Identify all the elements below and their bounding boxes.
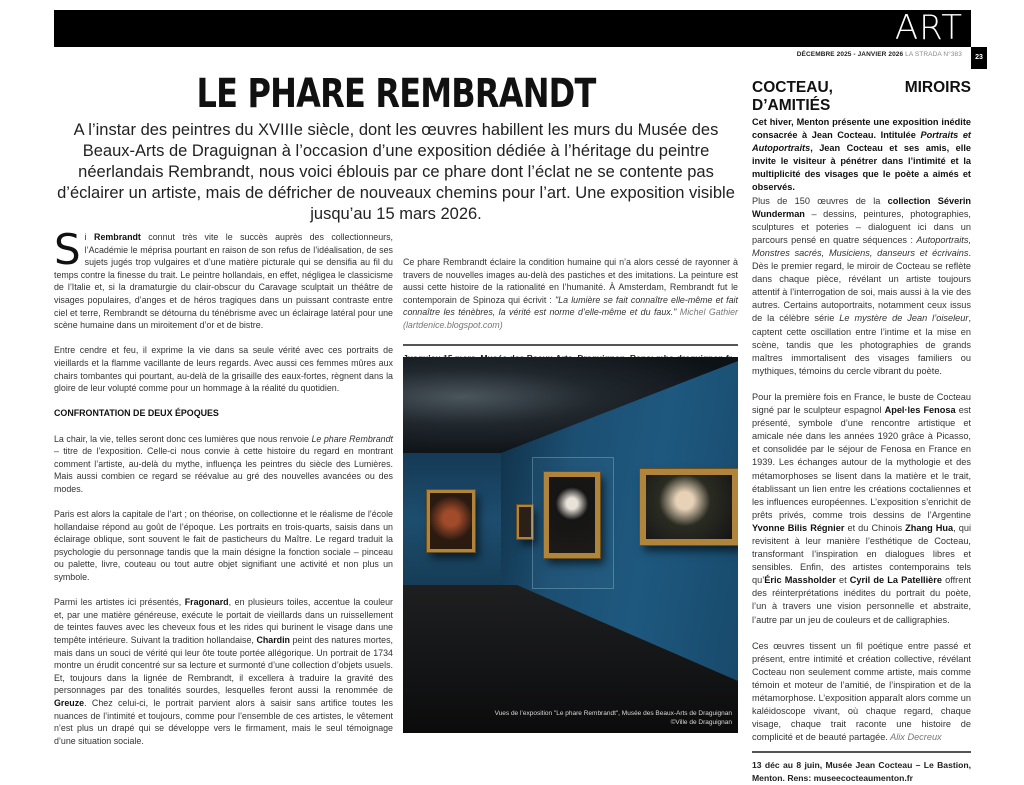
magazine-name: LA STRADA N°383 [905,51,962,58]
paragraph: Parmi les artistes ici présentés, Fragonard, en plusieurs toiles, accentue la couleur et, par une matière généreuse, exécute le portait de vieillards dans un ruissellement de teintes fauves avec les cheveux fous et les rides qui burinent le visage dans une tempête intérieure. Suivant la tradition hollandaise, Chardin peint des natures mortes, mais dans un souci de vérité qui leur ôte toute portée allégorique. Un portrait de 1734 montre un érudit concentré sur sa lecture et surmonté d’une collection d’objets usuels. Et, toujours dans la lignée de Rembrandt, il excellera à traduire la gravité des personnages par des tonalités sourdes, lesquelles feront aussi la renommée de Greuze. Chez celui-ci, le portrait parvient alors à saisir sans artifice toutes les nuances de l’intimité et toujours, comme pour l’ensemble de ces artistes, le vêtement n’est plus un drapé qui se développe vers le firmament, mais le seul témoignage d’une situation sociale. [54,597,394,746]
paragraph: La chair, la vie, telles seront donc ces lumières que nous renvoie Le phare Rembrandt – titre de l’exposition. Celle-ci nous convie à cette histoire du regard en montrant comment l’artiste, au-delà du mythe, influença les peintres du siècle des Lumières. Mais aussi combien ce regard se réévalue au gré des nouvelles avancées ou des modes. [54,433,394,494]
painting-frame [427,490,475,552]
artist-name: Greuze [54,697,85,708]
author-signature: Michel Gathier (lartdenice.blogspot.com) [403,307,738,330]
issue-line [797,51,962,58]
paragraph: Ces œuvres tissent un fil poétique entre passé et présent, entre intimité et création collective, révélant Cocteau non seulement comme artiste, mais comme témoin et moteur de l’amitié, de l’inspiration et de la métamorphose. L’exposition apparaît alors comme un kaléidoscope vivant, où chaque regard, chaque visage, chaque trait raconte une histoire de complicité et de beauté partagée. Alix Decreux [752,640,971,743]
paragraph: Plus de 150 œuvres de la collection Séverin Wunderman – dessins, peintures, photographies, sculptures et poteries – dialoguent ici dans un parcours pensé en quatre séquences : Autoportraits, Monstres sacrés, Musiciens, danseurs et écrivains. Dès le premier regard, le miroir de Cocteau se reflète dans chaque pièce, révélant un artiste toujours attentif à l’interrogation de soi, mais aussi à la vie des autres. Certains autoportraits, notamment ceux issus de la célèbre série Le mystère de Jean l’oiseleur, captent cette oscillation entre l’intime et la mise en scène, tandis que les photographies de grands maîtres immortalisent des visages familiers ou mythiques, témoins du cercle vibrant du poète. [752,195,971,376]
paragraph: Si Rembrandt connut très vite le succès auprès des collectionneurs, l’Académie le méprisa pourtant en raison de son refus de l’idéalisation, de ses sujets jugés trop vulgaires et d’une matière picturale qui se densifia au fil du temps contre la finesse du trait. Le peintre hollandais, en effet, négligea le classicisme de l’Italie et, si la dramaturgie du clair-obscur du Caravage sculptait un théâtre de visages populaires, d’anges et de héros tragiques dans un puissant contraste entre ciel et terre, Rembrandt se détourna du ténébrisme avec un éclairage latéral pour une scène humaine dans un miroitement d’or et de bistre. [54,225,393,331]
page-number: 23 [971,47,987,69]
spinoza-quote: "La lumière se fait connaître elle-même et fait connaître les ténèbres, la vérité est norme d’elle-même et du faux." [403,294,738,318]
subheading: CONFRONTATION DE DEUX ÉPOQUES [54,408,219,419]
paragraph: Paris est alors la capitale de l’art ; on théorise, on collectionne et le réalisme de l’école hollandaise répond au goût de l’époque. Les portraits en trois-quarts, saisis dans un éclairage oblique, sont souvent le fait de pasticheurs du Maître. Le regard traduit la psychologie du personnage tandis que la main désigne la fonction sociale – pinceau ou palette, livre, couteau ou tout autre objet signifiant une activité et non plus un symbole. [54,509,393,583]
paragraph: Pour la première fois en France, le buste de Cocteau signé par le sculpteur espagnol Apel·les Fenosa est présenté, symbole d’une rencontre artistique et amicale née dans les années 1920 grâce à Picasso, et consolidée par le séjour de Fenosa en France en 1939. Les échanges autour de la mythologie et des métamorphoses se lisent dans la matière et le trait, établissant un lien entre les créations coctaliennes et les influences européennes. L’exposition s’enrichit de prêts privés, comme trois dessins de l’Argentine Yvonne Bilis Régnier et du Chinois Zhang Hua, qui revisitent à leur manière l’esthétique de Cocteau, transformant l’inspiration en dialogues libres et sensibles. Enfin, des artistes contemporains tels qu’Éric Massholder et Cyril de La Patellière offrent des réinterprétations inédites du portrait du poète, l’un à travers une vision personnelle et abstraite, l’autre par un jeu de couleurs et de calligraphies. [752,391,972,625]
section-label: ART [894,8,963,48]
article-title: LE PHARE REMBRANDT [196,71,596,117]
article-column-1 [54,225,394,760]
divider [403,344,738,346]
article-lead: A l’instar des peintres du XVIIIe siècle, dont les œuvres habillent les murs du Musée des Beaux-Arts de Draguignan à l’occasion d’une exposition dédiée à l’héritage du peintre néerlandais Rembrandt, nous voici éblouis par ce phare dont l’éclat ne se contente pas d’éclairer un artiste, mais de défricher de nouveaux chemins pour l’art. Une exposition visible jusqu’au 15 mars 2026. [57,121,735,223]
sidebar-title: COCTEAU, MIROIRS D’AMITIÉS [752,79,971,114]
artist-name: Rembrandt [94,232,141,242]
article-column-2 [403,231,738,365]
paragraph: Entre cendre et feu, il exprime la vie dans sa seule vérité avec ces portraits de vieillards et la flamme vacillante de leurs regards. Avec aussi ces femmes mûres aux chairs tombantes qui pourtant, au-delà de la grisaille des eaux-fortes, règnent dans la gloire de leur volupté comme pour un hommage à la réalité du quotidien. [54,345,393,394]
exhibition-info: 13 déc au 8 juin, Musée Jean Cocteau – Le Bastion, Menton. Rens: museecocteaumenton.fr [752,759,971,783]
sidebar-intro: Cet hiver, Menton présente une exposition inédite consacrée à Jean Cocteau. Intitulée Portraits et Autoportraits, Jean Cocteau et ses amis, elle invite le visiteur à pénétrer dans l’intimité et la multiplicité des visages que le poète a aimés et observés. [752,117,971,193]
photo-caption: Vues de l’exposition "Le phare Rembrandt", Musée des Beaux-Arts de Draguignan ©Ville de Draguignan [494,710,732,726]
section-header-bar [54,10,971,47]
divider [752,751,971,753]
painting-frame [544,472,600,558]
artist-name: Fragonard [184,597,229,608]
painting-frame [517,505,533,539]
drop-cap: S [54,225,81,274]
painting-frame [640,469,738,545]
artist-name: Chardin [256,635,290,645]
paragraph: Ce phare Rembrandt éclaire la condition humaine qui n’a alors cessé de rayonner à travers de nouvelles images au-delà des pastiches et des imitations. La peinture est aussi cette histoire de la rationalité en l’humanité. À Amsterdam, Rembrandt fut le contemporain de Spinoza qui écrivit : "La lumière se fait connaître elle-même et fait connaître les ténèbres, la vérité est norme d’elle-même et du faux." Michel Gathier (lartdenice.blogspot.com) [403,257,738,330]
exhibition-photo [403,357,738,733]
author-signature: Alix Decreux [887,732,942,743]
sidebar-column [752,79,971,785]
issue-date: DÉCEMBRE 2025 - JANVIER 2026 [796,51,904,58]
